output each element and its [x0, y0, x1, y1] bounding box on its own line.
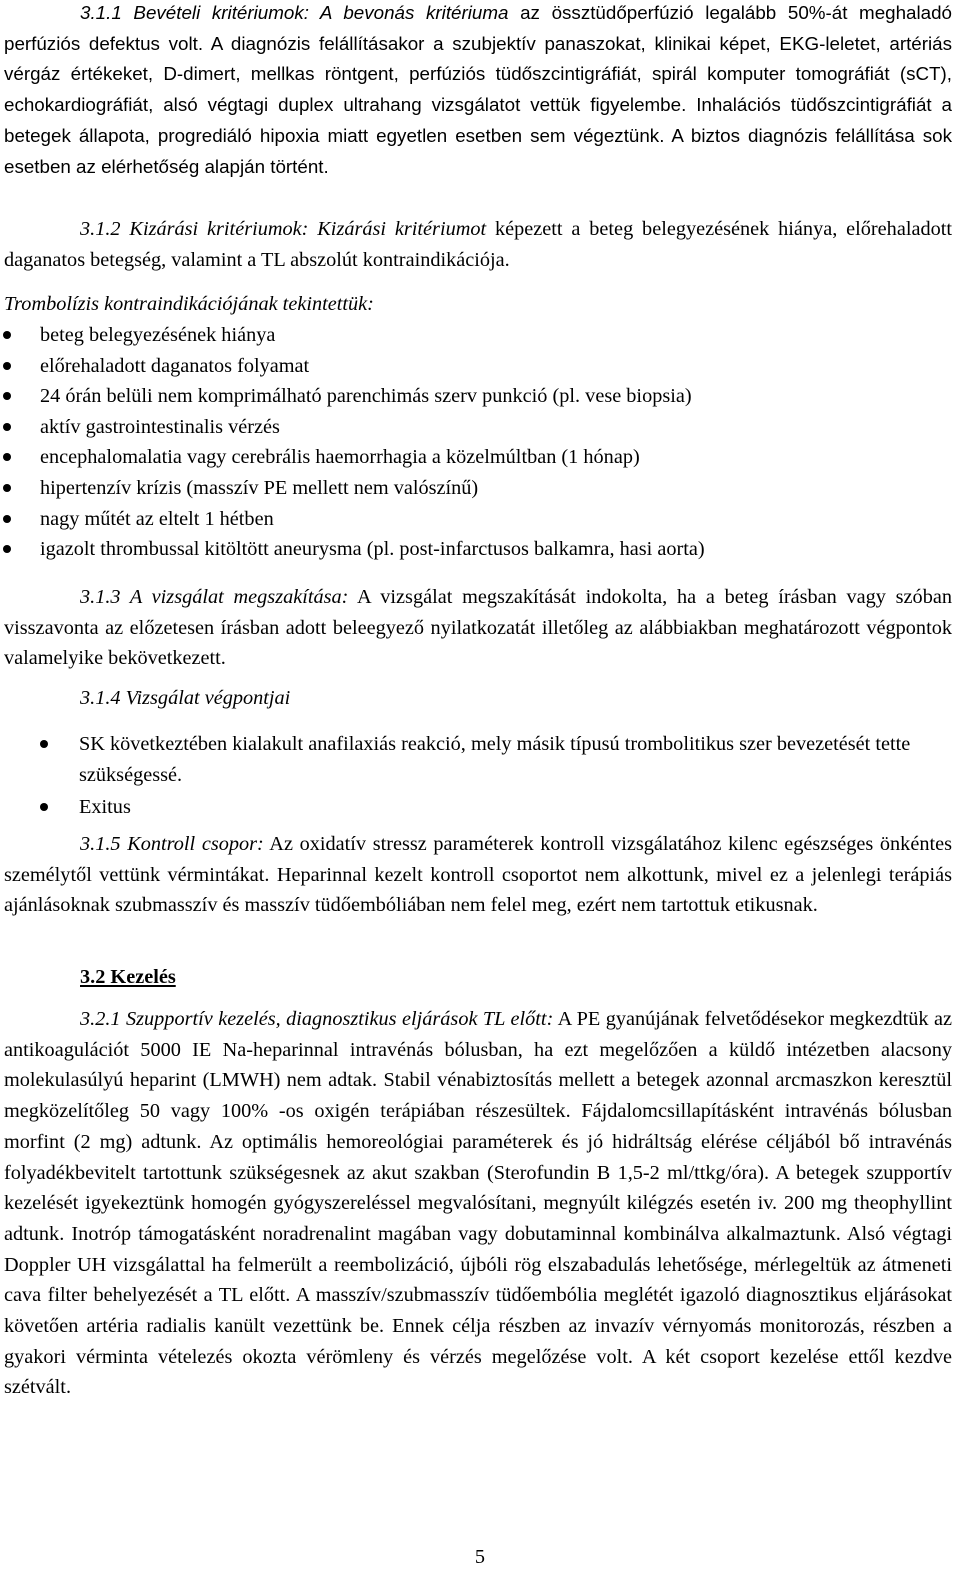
- list-item: encephalomalatia vagy cerebrális haemorrhagia a közelmúltban (1 hónap): [0, 442, 952, 473]
- list-item: aktív gastrointestinalis vérzés: [0, 412, 952, 443]
- page-number: 5: [474, 1546, 486, 1568]
- section-3-1-2-text: képezett a beteg belegyezésének hiánya, előrehaladott daganatos betegség, valamint a TL abszolút kontraindikációja.: [4, 218, 953, 271]
- list-item: Exitus: [37, 792, 952, 823]
- section-3-1-3-text: A vizsgálat megszakítását indokolta, ha a beteg írásban vagy szóban visszavonta az előzetesen írásban adott beleegyező nyilatkozatát illetőleg az alábbiakban meghatározott végpontok valamelyike bekövetkezett.: [4, 586, 952, 670]
- section-3-2-heading: [4, 962, 952, 993]
- section-3-1-1-label: 3.1.1 Bevételi kritériumok:: [80, 2, 309, 23]
- section-3-1-2-label-2: Kizárási kritériumot: [308, 218, 487, 240]
- list-item: hipertenzív krízis (masszív PE mellett nem valószínű): [0, 473, 952, 504]
- section-3-2-1-label: 3.2.1 Szupportív kezelés, diagnosztikus eljárások TL előtt:: [80, 1008, 554, 1030]
- list-item: beteg belegyezésének hiánya: [0, 320, 952, 351]
- section-3-2-1-text: A PE gyanújának felvetődésekor megkezdtük az antikoagulációt 5000 IE Na-heparinnal intravénás bólusban, ha ezt megelőzően a küldő intézetben alacsony molekulasúlyú heparint (LMWH) nem adtak. Stabil vénabiztosítás mellett a betegek azonnal arcmaszkon keresztül megközelítőleg 50 vagy 100% -os oxigén terápiában részesültek. Fájdalomcsillapításként intravénás bólusban morfint (2 mg) adtunk. Az optimális hemoreológiai paraméterek és jó hidráltság elérése céljából bő intravénás folyadékbevitelt tartottunk szükségesnek az akut szakban (Sterofundin B 1,5-2 ml/ttkg/óra). A betegek szupportív kezelését igyekeztünk homogén gyógyszereléssel megvalósítani, megnyúlt kilégzés esetén iv. 200 mg theophyllint adtunk. Inotróp támogatásként noradrenalint magában vagy dobutaminnal kombinálva alkalmaztunk. Alsó végtagi Doppler UH vizsgálattal ha felmerült a reembolizáció, újbóli rög elszabadulás lehetősége, mérlegeltük az átmeneti cava filter behelyezését a TL előtt. A masszív/szubmasszív tüdőembólia meglétét igazoló diagnosztikus eljárásokat követően artéria radialis kanült vezettünk be. Ennek célja részben az invazív vérnyomás monitorozás, részben a gyakori vérminta vételezés okozta vérömleny és vérzés megelőzése volt. A két csoport kezelése ettől kezdve szétvált.: [4, 1008, 952, 1399]
- section-3-1-4-heading: 3.1.4 Vizsgálat végpontjai: [80, 687, 291, 709]
- list-item: 24 órán belüli nem komprimálható parenchimás szerv punkció (pl. vese biopsia): [0, 381, 952, 412]
- section-3-1-1-criterion: A bevonás kritériuma: [308, 2, 509, 23]
- section-3-1-3-label: 3.1.3 A vizsgálat megszakítása:: [80, 586, 349, 608]
- section-3-1-5-paragraph: [4, 829, 952, 921]
- endpoint-list: [37, 729, 952, 823]
- section-3-1-5-label: 3.1.5 Kontroll csopor:: [80, 833, 264, 855]
- trombolizis-heading: Trombolízis kontraindikációjának tekintettük:: [4, 293, 374, 315]
- section-3-1-3-paragraph: [4, 582, 952, 674]
- list-item: nagy műtét az eltelt 1 hétben: [0, 504, 952, 535]
- section-3-1-2-paragraph: [4, 214, 952, 275]
- section-3-1-2-label: 3.1.2 Kizárási kritériumok:: [80, 218, 309, 240]
- section-3-2-1-paragraph: [4, 1004, 952, 1403]
- section-3-1-5-text: Az oxidatív stressz paraméterek kontroll vizsgálatához kilenc egészséges önkéntes személytől vettünk vérmintákat. Heparinnal kezelt kontroll csoportot nem alkottunk, mivel ez a jelenlegi terápiás ajánlásoknak szubmasszív és masszív tüdőembóliában nem felel meg, ezért nem tartottuk etikusnak.: [4, 833, 952, 917]
- list-item: előrehaladott daganatos folyamat: [0, 351, 952, 382]
- section-3-1-1-text: az össztüdőperfúzió legalább 50%-át meghaladó perfúziós defektus volt. A diagnózis felállításakor a szubjektív panaszokat, klinikai képet, EKG-leletet, artériás vérgáz értékeket, D-dimert, mellkas röntgent, perfúziós tüdőszcintigráfiát, spirál komputer tomográfiát (sCT), echokardiográfiát, alsó végtagi duplex ultrahang vizsgálatot vettük figyelembe. Inhalációs tüdőszcintigráfiát a betegek állapota, progrediáló hipoxia miatt egyetlen esetben sem végeztünk. A biztos diagnózis felállítása sok esetben az elérhetőség alapján történt.: [4, 2, 952, 177]
- list-item: igazolt thrombussal kitöltött aneurysma (pl. post-infarctusos balkamra, hasi aorta): [0, 534, 952, 565]
- list-item: SK következtében kialakult anafilaxiás reakció, mely másik típusú trombolitikus szer bevezetését tette szükségessé.: [37, 729, 952, 790]
- section-3-1-1-paragraph: [4, 0, 952, 182]
- trombolizis-contraindication-list: [0, 320, 952, 565]
- section-3-2-title: 3.2 Kezelés: [80, 966, 176, 988]
